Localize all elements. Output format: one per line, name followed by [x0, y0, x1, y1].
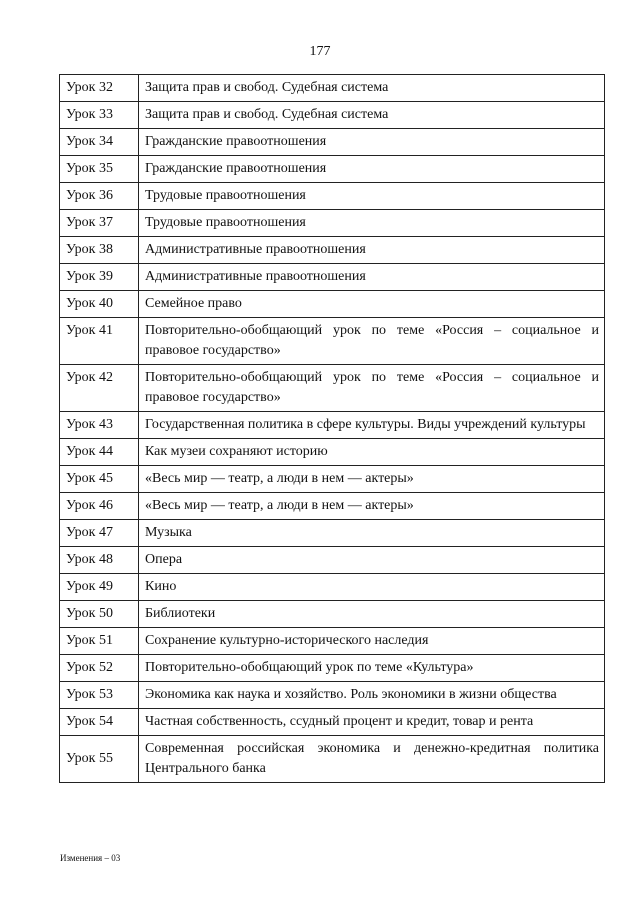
table-row [60, 291, 605, 318]
table-row [60, 628, 605, 655]
table-row [60, 237, 605, 264]
lesson-number: Урок 44 [60, 439, 139, 466]
lesson-topic: «Весь мир — театр, а люди в нем — актеры» [139, 466, 605, 493]
table-row [60, 709, 605, 736]
lesson-number: Урок 47 [60, 520, 139, 547]
table-row [60, 439, 605, 466]
lesson-number: Урок 53 [60, 682, 139, 709]
lesson-topic: Частная собственность, ссудный процент и кредит, товар и рента [139, 709, 605, 736]
lesson-topic: Семейное право [139, 291, 605, 318]
page-number: 177 [309, 44, 331, 59]
table-row [60, 75, 605, 102]
lesson-number: Урок 50 [60, 601, 139, 628]
lesson-topic: Кино [139, 574, 605, 601]
lesson-number: Урок 54 [60, 709, 139, 736]
table-row [60, 736, 605, 783]
lesson-topic: Современная российская экономика и денежно-кредитная политика Центрального банка [139, 736, 605, 783]
lesson-number: Урок 37 [60, 210, 139, 237]
lesson-topic: Трудовые правоотношения [139, 210, 605, 237]
lesson-number: Урок 43 [60, 412, 139, 439]
lesson-number: Урок 51 [60, 628, 139, 655]
lesson-table-body [60, 75, 605, 783]
footer-note: Изменения – 03 [60, 853, 121, 863]
lesson-number: Урок 41 [60, 318, 139, 365]
lesson-topic: Сохранение культурно-исторического наследия [139, 628, 605, 655]
lesson-number: Урок 35 [60, 156, 139, 183]
lesson-number: Урок 33 [60, 102, 139, 129]
table-row [60, 210, 605, 237]
lesson-topic: Музыка [139, 520, 605, 547]
lesson-topic: Государственная политика в сфере культуры. Виды учреждений культуры [139, 412, 605, 439]
table-row [60, 601, 605, 628]
lesson-number: Урок 52 [60, 655, 139, 682]
lesson-table [59, 74, 605, 783]
lesson-topic: Административные правоотношения [139, 237, 605, 264]
lesson-topic: Гражданские правоотношения [139, 156, 605, 183]
lesson-topic: «Весь мир — театр, а люди в нем — актеры» [139, 493, 605, 520]
table-row [60, 156, 605, 183]
table-row [60, 547, 605, 574]
table-row [60, 520, 605, 547]
lesson-number: Урок 45 [60, 466, 139, 493]
table-row [60, 466, 605, 493]
lesson-number: Урок 46 [60, 493, 139, 520]
lesson-number: Урок 38 [60, 237, 139, 264]
lesson-number: Урок 39 [60, 264, 139, 291]
lesson-topic: Как музеи сохраняют историю [139, 439, 605, 466]
lesson-topic: Защита прав и свобод. Судебная система [139, 102, 605, 129]
lesson-number: Урок 55 [60, 736, 139, 783]
lesson-number: Урок 49 [60, 574, 139, 601]
table-row [60, 183, 605, 210]
table-row [60, 682, 605, 709]
table-row [60, 493, 605, 520]
lesson-topic: Повторительно-обобщающий урок по теме «Культура» [139, 655, 605, 682]
lesson-topic: Библиотеки [139, 601, 605, 628]
lesson-number: Урок 42 [60, 365, 139, 412]
lesson-number: Урок 48 [60, 547, 139, 574]
lesson-topic: Административные правоотношения [139, 264, 605, 291]
table-row [60, 365, 605, 412]
lesson-topic: Защита прав и свобод. Судебная система [139, 75, 605, 102]
table-row [60, 412, 605, 439]
table-row [60, 574, 605, 601]
lesson-topic: Трудовые правоотношения [139, 183, 605, 210]
lesson-topic: Гражданские правоотношения [139, 129, 605, 156]
lesson-topic: Экономика как наука и хозяйство. Роль экономики в жизни общества [139, 682, 605, 709]
lesson-number: Урок 34 [60, 129, 139, 156]
lesson-topic: Опера [139, 547, 605, 574]
table-row [60, 655, 605, 682]
lesson-number: Урок 40 [60, 291, 139, 318]
lesson-topic: Повторительно-обобщающий урок по теме «Россия – социальное и правовое государство» [139, 318, 605, 365]
table-row [60, 102, 605, 129]
table-row [60, 318, 605, 365]
lesson-number: Урок 32 [60, 75, 139, 102]
table-row [60, 129, 605, 156]
table-row [60, 264, 605, 291]
lesson-number: Урок 36 [60, 183, 139, 210]
lesson-topic: Повторительно-обобщающий урок по теме «Россия – социальное и правовое государство» [139, 365, 605, 412]
